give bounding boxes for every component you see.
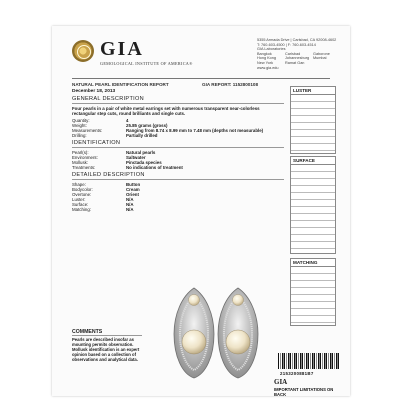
header-divider (72, 78, 330, 79)
table-row: Shape: Button (72, 181, 141, 187)
comments-heading: COMMENTS (72, 329, 142, 336)
comments-section (72, 329, 142, 362)
report-body (72, 89, 284, 212)
detailed-description-heading: DETAILED DESCRIPTION (72, 172, 284, 180)
luster-scale (290, 86, 336, 154)
table-row: Quantity: 4 (72, 117, 129, 123)
city: New York (257, 60, 274, 65)
general-description-text: Four pearls in a pair of white metal earrings set with numerous transparent near-colorless rectangular step cuts, round brilliants and single cuts. (72, 105, 260, 116)
city: Gaborone (313, 51, 330, 56)
city: Hong Kong (257, 56, 276, 61)
identification-heading: IDENTIFICATION (72, 140, 284, 148)
luster-scale-title: LUSTER (291, 87, 335, 95)
address-line-2: T: 760-603-4500 | F: 760-603-4514 (257, 42, 316, 47)
surface-scale-title: SURFACE (291, 157, 335, 165)
gia-small-logo: GIA (274, 378, 288, 386)
table-row: Surface: N/A (72, 202, 134, 208)
table-row: Matching: N/A (72, 207, 134, 213)
lab-address (257, 38, 345, 70)
matching-scale (290, 258, 336, 326)
table-row: Weight: 25.85 grams (gross) (72, 123, 168, 128)
table-row: Measurements: Ranging from 8.74 x 8.99 mm to 7.48 mm (depths not measurable) (72, 128, 264, 134)
left-earring (174, 288, 214, 378)
gia-logo: GIA (100, 38, 144, 60)
matching-scale-title: MATCHING (291, 259, 335, 267)
comments-text: Pearls are described insofar as mounting permits observation. Mollusk identification is an expert opinion based on a collection of observations and analytical data. (72, 337, 140, 362)
report-sheet (52, 26, 350, 396)
table-row: Drilling: Partially drilled (72, 133, 158, 139)
table-row: Luster: N/A (72, 196, 134, 202)
general-description-heading: GENERAL DESCRIPTION (72, 96, 284, 104)
earrings-photo (160, 282, 270, 382)
gia-logo-subtitle: GEMOLOGICAL INSTITUTE OF AMERICA® (100, 61, 193, 66)
city: Mumbai (313, 56, 327, 61)
surface-scale (290, 156, 336, 254)
table-row: Treatments: No indications of treatment (72, 165, 183, 171)
table-row: Bodycolor: Cream (72, 186, 140, 192)
labs-label: GIA Laboratories (257, 47, 286, 52)
address-line-1: 5355 Armada Drive | Carlsbad, CA 92008-4602 (257, 38, 337, 42)
website-link[interactable]: www.gia.edu (257, 65, 279, 70)
city: Johannesburg (285, 56, 310, 61)
table-row: Overtone: Orient (72, 191, 139, 197)
barcode-number: 2153200881B7 (280, 371, 314, 376)
barcode (278, 353, 340, 369)
table-row: Environment: Saltwater (72, 154, 146, 160)
city: Carlsbad (285, 51, 301, 56)
report-title: NATURAL PEARL IDENTIFICATION REPORT (72, 82, 169, 87)
table-row: Mollusk: Pinctada species (72, 159, 162, 165)
report-number: GIA REPORT: 1152800108 (202, 82, 259, 87)
city: Ramat Gan (285, 60, 305, 65)
right-earring (218, 288, 258, 378)
gia-seal-icon (72, 40, 94, 62)
table-row: Pearl(s): Natural pearls (72, 149, 156, 155)
important-limitations: IMPORTANT LIMITATIONS ON BACK (274, 387, 334, 396)
report-date: December 18, 2013 (72, 89, 116, 94)
city: Bangkok (257, 51, 272, 56)
